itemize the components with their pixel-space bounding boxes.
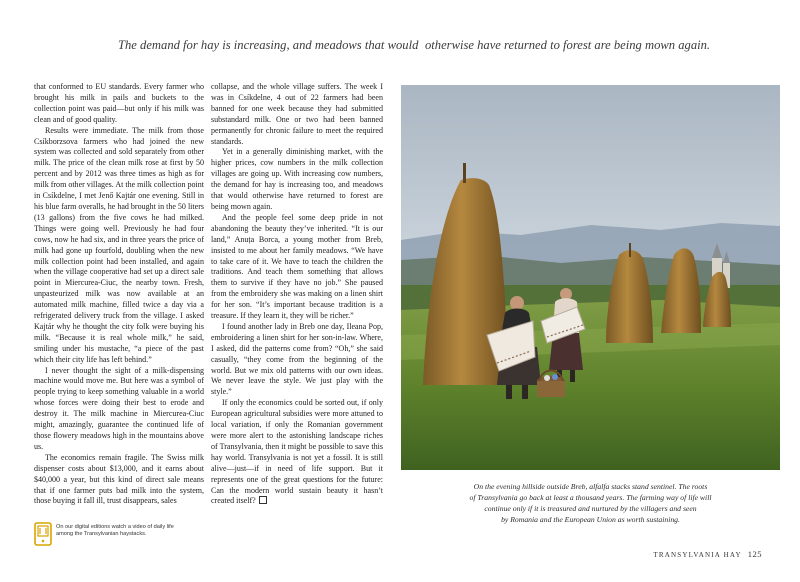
pull-quote-left: The demand for hay is increasing, and meadows that would [118, 38, 419, 52]
page-number: 125 [747, 549, 762, 559]
caption-line: of Transylvania go back at least a thousand years. The farming way of life will [469, 493, 712, 502]
photo-caption [401, 481, 780, 525]
caption-line: continue only if it is treasured and nurtured by the villagers and seen [484, 504, 697, 513]
text-column-2 [211, 82, 383, 507]
haystack-photo [401, 85, 780, 470]
haystack-illustration [401, 85, 780, 470]
paragraph: Yet in a generally diminishing market, with the higher prices, cow numbers in the milk collection villages are going up. With increasing cow numbers, the demand for hay is increasing too, and meadows that would otherwise have returned to forest are being mown again. [211, 147, 383, 211]
text-column-1 [34, 82, 204, 507]
pull-quote-right: otherwise have returned to forest are being mown again. [425, 38, 711, 52]
section-title: TRANSYLVANIA HAY [653, 551, 742, 559]
paragraph: collapse, and the whole village suffers. The week I was in Csíkdelne, 4 out of 22 farmers had been banned for one week because they had submitted substandard milk. One or two had been banned permanently for chronic failure to meet the required standards. [211, 82, 383, 146]
caption-line: On the evening hillside outside Breb, alfalfa stacks stand sentinel. The roots [473, 482, 708, 491]
paragraph: Results were immediate. The milk from those Csíkborzsova farmers who had joined the new system was collected and sold separately from other milk. The price of the clean milk rose at first by 50 percent and by 2012 was three times as high as for milk from other villages. At the milk collection point in Csíkdelne, I met Jenő Kajtár one evening. Still in his blue farm overalls, he had brought in the 50 liters (13 gallons) from the five cows he had milked. Things were going well. Previously he had four cows, now he had six, and in three years the price of milk had gone up fourfold, doubling when the new milk collection point had been installed, and again when the village cooperative had set up a direct sale point in Miercurea-Ciuc, the nearby town. Fresh, unpasteurized milk was now available at an automated milk machine, filled twice a day via a refrigerated delivery truck from the village. I asked Kajtár why he thought the city folk were buying his milk. “Because it is real whole milk,” he said, smiling under his mustache, “a piece of the past which their city life has left behind.” [34, 125, 204, 364]
tablet-icon [34, 522, 52, 546]
paragraph: The economics remain fragile. The Swiss milk dispenser costs about $13,000, and it earns about $40,000 a year, but this kind of direct sale means that if one farmer puts bad milk into the system, those buying it fall ill, trust disappears, sales [34, 452, 204, 506]
paragraph: I found another lady in Breb one day, Ileana Pop, embroidering a linen shirt for her son-in-law. Where, I asked, did the patterns come from? “Oh,” she said casually, “they come from the beginning of the world. But we mix old patterns with our own ideas. We never leave the style. We just play with the style.” [211, 321, 383, 397]
caption-line: by Romania and the European Union as worth sustaining. [501, 515, 680, 524]
digital-edition-note [34, 522, 174, 562]
paragraph: that conformed to EU standards. Every farmer who brought his milk in pails and buckets to the collection point was paid—but only if his milk was clean and of good quality. [34, 82, 204, 124]
paragraph: I never thought the sight of a milk-dispensing machine would move me. But here was a symbol of people trying to keep something valuable in a world whose forces were doing their best to erode and destroy it. The milk machine in Miercurea-Ciuc might, amazingly, guarantee the continued life of those flowery meadows high in the mountains above us. [34, 365, 204, 451]
paragraph: And the people feel some deep pride in not abandoning the beauty they’ve inherited. “It is our land,” Anuța Borca, a young mother from Breb, insisted to me about her family meadows. “We have to take care of it. We have to teach the children the traditions. And teach them something that allows them to survive if they have no job.” She paused from the embroidery she was making on a linen shirt for her son. “It’s important because tradition is a treasure. If they learn it, they will be richer.” [211, 212, 383, 321]
pull-quote [0, 38, 800, 58]
paragraph-final [211, 398, 383, 507]
digital-edition-text: On our digital editions watch a video of daily life among the Transylvanian haystacks. [56, 524, 174, 538]
paragraph-text: If only the economics could be sorted out, if only European agricultural subsidies were more attuned to local variation, if only the Romanian government were more alert to the astonishing landscape riches of Transylvania, then it might be possible to save this hay world. Transylvania is not yet a fossil. It is still alive—just—if in need of life support. But it represents one of the great questions for the future: Can the modern world sustain beauty it hasn’t created itself? [211, 398, 383, 506]
page-folio [653, 549, 762, 559]
end-mark-icon [259, 496, 267, 504]
